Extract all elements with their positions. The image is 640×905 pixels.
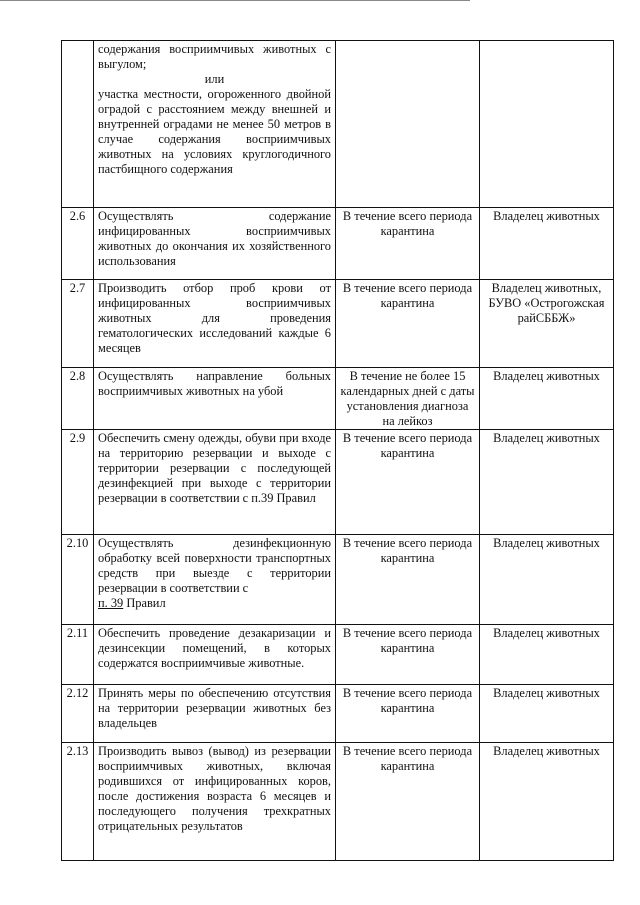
row-action: Осуществлять направление больных восприимчивых животных на убой — [94, 368, 336, 430]
row-action-line: участка местности, огороженного двойной оградой с расстоянием между внешней и внутренней оградами не менее 50 метров в случае содержания восприимчивых животных на условиях круглогодичного пастбищного содержания — [98, 87, 331, 176]
table-row — [62, 743, 614, 861]
row-responsible: Владелец животных, БУВО «Острогожская райСББЖ» — [480, 280, 614, 368]
row-action-line: содержания восприимчивых животных с выгулом; — [98, 42, 331, 71]
row-number: 2.9 — [62, 430, 94, 535]
row-action: Принять меры по обеспечению отсутствия на территории резервации животных без владельцев — [94, 685, 336, 743]
row-action: Осуществлять содержание инфицированных восприимчивых животных до окончания их хозяйственного использования — [94, 208, 336, 280]
row-term — [336, 41, 480, 208]
row-term: В течение всего периода карантина — [336, 743, 480, 861]
table-row — [62, 430, 614, 535]
table-row — [62, 685, 614, 743]
row-number: 2.13 — [62, 743, 94, 861]
row-number: 2.7 — [62, 280, 94, 368]
row-responsible — [480, 41, 614, 208]
row-responsible: Владелец животных — [480, 743, 614, 861]
row-number: 2.12 — [62, 685, 94, 743]
row-term: В течение всего периода карантина — [336, 280, 480, 368]
row-action-text: Осуществлять дезинфекционную обработку всей поверхности транспортных средств при выезде с территории резервации в соответствии с — [98, 536, 331, 595]
row-action: Производить вывоз (вывод) из резервации восприимчивых животных, включая родившихся от инфицированных коров, после достижения возраста 6 месяцев и последующего получения трехкратных отрицательных результатов — [94, 743, 336, 861]
rule-reference-link: п. 39 — [98, 596, 124, 610]
row-term: В течение всего периода карантина — [336, 430, 480, 535]
row-responsible: Владелец животных — [480, 625, 614, 685]
row-responsible: Владелец животных — [480, 368, 614, 430]
row-responsible: Владелец животных — [480, 535, 614, 625]
table-row — [62, 41, 614, 208]
row-term: В течение не более 15 календарных дней с даты установления диагноза на лейкоз — [336, 368, 480, 430]
row-number: 2.6 — [62, 208, 94, 280]
row-number: 2.11 — [62, 625, 94, 685]
table-row — [62, 368, 614, 430]
row-action — [94, 535, 336, 625]
table-row — [62, 208, 614, 280]
row-responsible: Владелец животных — [480, 208, 614, 280]
quarantine-measures-table — [61, 40, 614, 861]
row-responsible: Владелец животных — [480, 685, 614, 743]
row-number — [62, 41, 94, 208]
row-action — [94, 41, 336, 208]
row-number: 2.10 — [62, 535, 94, 625]
row-term: В течение всего периода карантина — [336, 685, 480, 743]
row-term: В течение всего периода карантина — [336, 625, 480, 685]
table-row — [62, 535, 614, 625]
table-row — [62, 625, 614, 685]
row-number: 2.8 — [62, 368, 94, 430]
row-term: В течение всего периода карантина — [336, 535, 480, 625]
row-term: В течение всего периода карантина — [336, 208, 480, 280]
row-action-tail: Правил — [123, 596, 166, 610]
row-action-line: или — [204, 72, 225, 86]
table-row — [62, 280, 614, 368]
row-responsible: Владелец животных — [480, 430, 614, 535]
row-action: Производить отбор проб крови от инфицированных восприимчивых животных для проведения гематологических исследований каждые 6 месяцев — [94, 280, 336, 368]
row-action: Обеспечить проведение дезакаризации и дезинсекции помещений, в которых содержатся восприимчивые животные. — [94, 625, 336, 685]
page-top-rule — [0, 0, 470, 1]
row-action: Обеспечить смену одежды, обуви при входе на территорию резервации и выходе с территории резервации с последующей дезинфекцией при выходе с территории резервации в соответствии с п.39 Правил — [94, 430, 336, 535]
